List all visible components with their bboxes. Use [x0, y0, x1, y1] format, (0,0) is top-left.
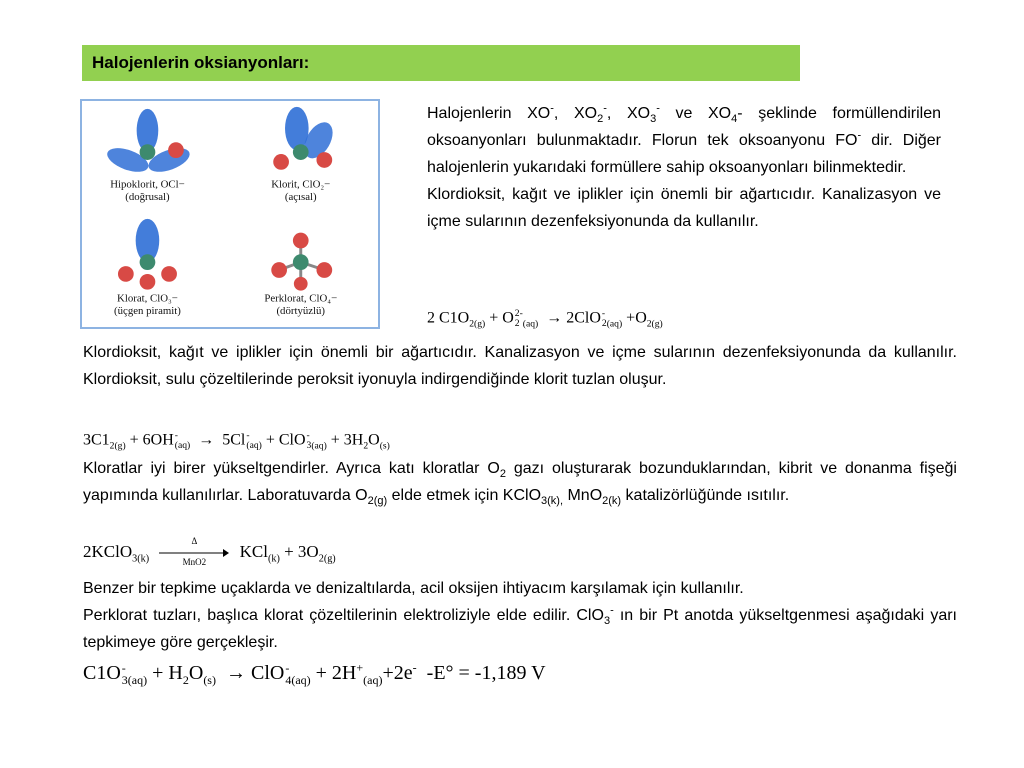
chlorate-molecule [118, 219, 177, 290]
caption-chlorate-shape: (üçgen piramit) [114, 305, 181, 318]
molecule-illustration [82, 101, 378, 327]
caption-chlorate: Klorat, ClO₃− [117, 292, 178, 305]
equation-chlorine-dioxide: 2 $C1O_{2(g)} + O$ 2- 2 $_{(aq)}$ → 2ClO - 2 $_{(aq)} +O_{2(g)}$ [427, 308, 663, 330]
chlorine-dioxide-paragraph: Klordioksit, kağıt ve iplikler için önemli bir ağartıcıdır. Kanalizasyon ve içme sularının dezenfeksiyonunda da kullanılır. Klordioksit, sulu çözeltilerinde peroksit iyonuyla indirgendiğinde klorit tuzlan oluşur. [83, 344, 957, 388]
perchlorate-paragraph: Benzer bir tepkime uçaklarda ve denizaltılarda, acil oksijen ihtiyacım karşılamak için kullanılır. Perklorat tuzları, başlıca klorat çözeltilerinin elektroliziyle elde edilir. ClO$_3$- ın bir Pt anotda yükseltgenmesi aşağıdaki yarı tepkimeye göre gerçekleşir. [83, 580, 957, 651]
caption-perchlorate: Perklorat, ClO₄− [264, 292, 338, 305]
chlorite-molecule [273, 107, 338, 170]
intro-paragraph: Halojenlerin XO-, $XO_2^-$, $XO_3^-$ ve $XO_4-$ şeklinde formüllendirilen oksoanyonları bulunmaktadır. Florun tek oksoanyonu FO- dir. Diğer halojenlerin yukarıdaki formüllere sahip oksoanyonları bilinmektedir. Klordioksit, kağıt ve iplikler için önemli bir ağartıcıdır. Kanalizasyon ve içme sularının dezenfeksiyonunda da kullanılır. [427, 102, 942, 230]
oxyanion-structures-figure [80, 99, 380, 329]
reaction-arrow-with-conditions: Δ MnO2 [159, 544, 229, 562]
equation-perchlorate-half-reaction: C1O - 3 $_{(aq)} + H_2O_{(s)}$ → ClO - 4 $_{(aq)} + 2H^+_{(aq)}+2e^-$ -E° = -1,189 V [83, 660, 546, 688]
caption-chlorite-shape: (açısal) [284, 191, 317, 204]
caption-hypochlorite: Hipoklorit, OCl− [110, 178, 185, 191]
equation-chlorate-formation: $3C1_{2(g)} + 6OH$ - (aq) → 5Cl - (aq) + ClO - 3 $_{(aq)} + 3H_2O_{(s)}$ [83, 430, 390, 452]
caption-hypochlorite-shape: (doğrusal) [125, 191, 170, 204]
hypochlorite-molecule [104, 109, 193, 177]
caption-chlorite: Klorit, ClO₂− [271, 178, 331, 191]
title-bar [82, 45, 800, 81]
slide-title: Halojenlerin oksianyonları: [92, 53, 310, 72]
perchlorate-molecule [271, 233, 332, 291]
chlorate-paragraph: Kloratlar iyi birer yükseltgendirler. Ayrıca katı kloratlar $O_2$ gazı oluşturarak bozunduklarından, kibrit ve donanma fişeği yapımında kullanılırlar. Laboratuvarda $O_{2(g)}$ elde etmek için KClO$_{3(k),}$ MnO$_{2(k)}$ katalizörlüğünde ısıtılır. [83, 460, 957, 508]
equation-potassium-chlorate: 2KClO$_{3(k)}$ Δ MnO2 $KCl_{(k)} + 3O_{2(g)}$ [83, 536, 336, 568]
caption-perchlorate-shape: (dörtyüzlü) [276, 305, 326, 318]
